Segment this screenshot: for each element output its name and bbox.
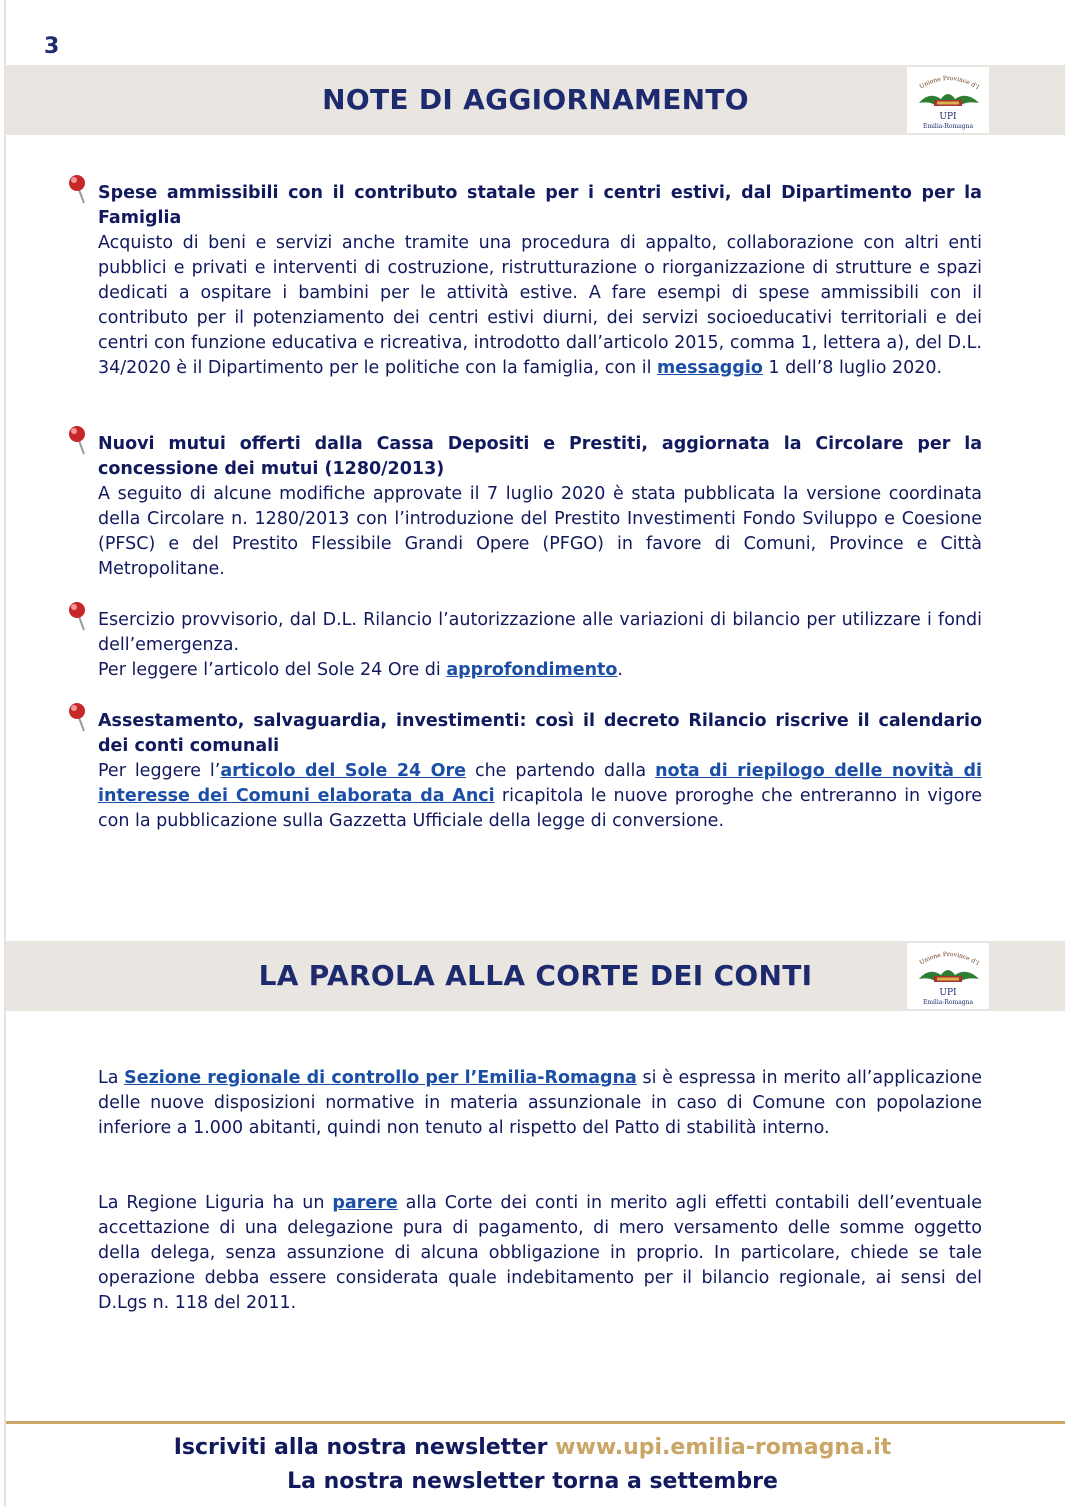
footer-website-link[interactable]: www.upi.emilia-romagna.it	[555, 1435, 892, 1460]
corte-title: LA PAROLA ALLA CORTE DEI CONTI	[258, 959, 813, 992]
logo-main-text: UPI	[939, 112, 957, 122]
note-item-2	[62, 432, 982, 582]
parere-link[interactable]: parere	[332, 1193, 398, 1213]
item-heading: Spese ammissibili con il contributo statale per i centri estivi, dal Dipartimento per la Famiglia	[98, 183, 982, 228]
upi-logo-icon	[907, 67, 989, 133]
upi-logo	[907, 943, 989, 1009]
item-body: Esercizio provvisorio, dal D.L. Rilancio l’autorizzazione alle variazioni di bilancio per utilizzare i fondi dell’emergenza.	[98, 610, 982, 655]
item-body-text: .	[617, 660, 623, 680]
pushpin-icon	[64, 424, 94, 458]
item-body-text: Acquisto di beni e servizi anche tramite una procedura di appalto, collaborazione con altri enti pubblici e privati e interventi di costruzione, ristrutturazione o riorganizzazione di strutture e spazi dedicati a ospitare i bambini per le attività estive. A fare esempi di spese ammissibili con il contributo per il potenziamento dei centri estivi diurni, dei servizi socioeducativi territoriali e dei centri con funzione educativa e ricreativa, introdotto dall’articolo 2015, comma 1, lettera a), del D.L. 34/2020 è il Dipartimento per le politiche con la famiglia, con il	[98, 233, 982, 378]
note-item-3	[62, 608, 982, 683]
pushpin-icon	[64, 600, 94, 634]
note-banner	[6, 65, 1065, 135]
item-body	[98, 658, 982, 683]
note-item-1	[62, 181, 982, 381]
para-text: La Regione Liguria ha un	[98, 1193, 333, 1213]
corte-banner	[6, 941, 1065, 1011]
item-body: A seguito di alcune modifiche approvate il 7 luglio 2020 è stata pubblicata la versione coordinata della Circolare n. 1280/2013 con l’introduzione del Prestito Investimenti Fondo Sviluppo e Coesione (PFSC) e del Prestito Flessibile Grandi Opere (PFGO) in favore di Comuni, Province e Città Metropolitane.	[98, 484, 982, 579]
page-edge	[4, 0, 6, 1507]
footer-divider	[6, 1421, 1065, 1424]
sole24ore-article-link[interactable]: articolo del Sole 24 Ore	[220, 761, 467, 781]
item-body-text: 1 dell’8 luglio 2020.	[762, 358, 943, 378]
messaggio-link[interactable]: messaggio	[657, 358, 763, 378]
para-text: La	[98, 1068, 125, 1088]
upi-logo-icon	[907, 943, 989, 1009]
item-body-text: Per leggere l’	[98, 761, 221, 781]
approfondimento-link[interactable]: approfondimento	[446, 660, 618, 680]
item-body	[98, 231, 982, 381]
item-heading: Assestamento, salvaguardia, investimenti: così il decreto Rilancio riscrive il calendario dei conti comunali	[98, 711, 982, 756]
logo-main-text: UPI	[939, 988, 957, 998]
svg-text:Unione Province d'Italia	[907, 943, 981, 967]
footer-subscribe-text: Iscriviti alla nostra newsletter	[173, 1435, 548, 1460]
upi-logo	[907, 67, 989, 133]
footer-line-1	[0, 1435, 1065, 1460]
item-body	[98, 759, 982, 834]
item-heading: Nuovi mutui offerti dalla Cassa Depositi e Prestiti, aggiornata la Circolare per la concessione dei mutui (1280/2013)	[98, 434, 982, 479]
logo-top-text: Unione Province d'I	[918, 74, 981, 92]
corte-paragraph-2	[98, 1191, 982, 1316]
item-body-text: che partendo dalla	[466, 761, 656, 781]
logo-top-text: Unione Province d'I	[918, 950, 981, 968]
logo-sub-text: Emilia-Romagna	[922, 123, 974, 130]
para-text: si è espressa in merito all’applicazione delle nuove disposizioni normative in materia assunzionale in caso di Comune con popolazione inferiore a 1.000 abitanti, quindi non tenuto al rispetto del Patto di stabilità interno.	[98, 1068, 982, 1138]
page-number: 3	[44, 34, 60, 59]
item-body-text: ricapitola le nuove proroghe che entreranno in vigore con la pubblicazione sulla Gazzetta Ufficiale della legge di conversione.	[98, 786, 982, 831]
pushpin-icon	[64, 173, 94, 207]
note-item-4	[62, 709, 982, 834]
sezione-regionale-link[interactable]: Sezione regionale di controllo per l’Emilia-Romagna	[124, 1068, 637, 1088]
svg-text:Unione Province d'Italia	[907, 67, 981, 91]
logo-sub-text: Emilia-Romagna	[922, 999, 974, 1006]
anci-note-link[interactable]: nota di riepilogo delle novità di interesse dei Comuni elaborata da Anci	[98, 761, 982, 806]
item-body-text: Per leggere l’articolo del Sole 24 Ore di	[98, 660, 447, 680]
corte-paragraph-1	[98, 1066, 982, 1141]
pushpin-icon	[64, 701, 94, 735]
note-title: NOTE DI AGGIORNAMENTO	[322, 83, 749, 116]
footer-line-2: La nostra newsletter torna a settembre	[287, 1469, 778, 1494]
para-text: alla Corte dei conti in merito agli effetti contabili dell’eventuale accettazione di una delegazione pura di pagamento, di mero versamento delle somme oggetto della delega, senza assunzione di alcuna obbligazione in proprio. In particolare, chiede se tale operazione debba essere considerata quale indebitamento per il bilancio regionale, ai sensi del D.Lgs n. 118 del 2011.	[98, 1193, 982, 1313]
